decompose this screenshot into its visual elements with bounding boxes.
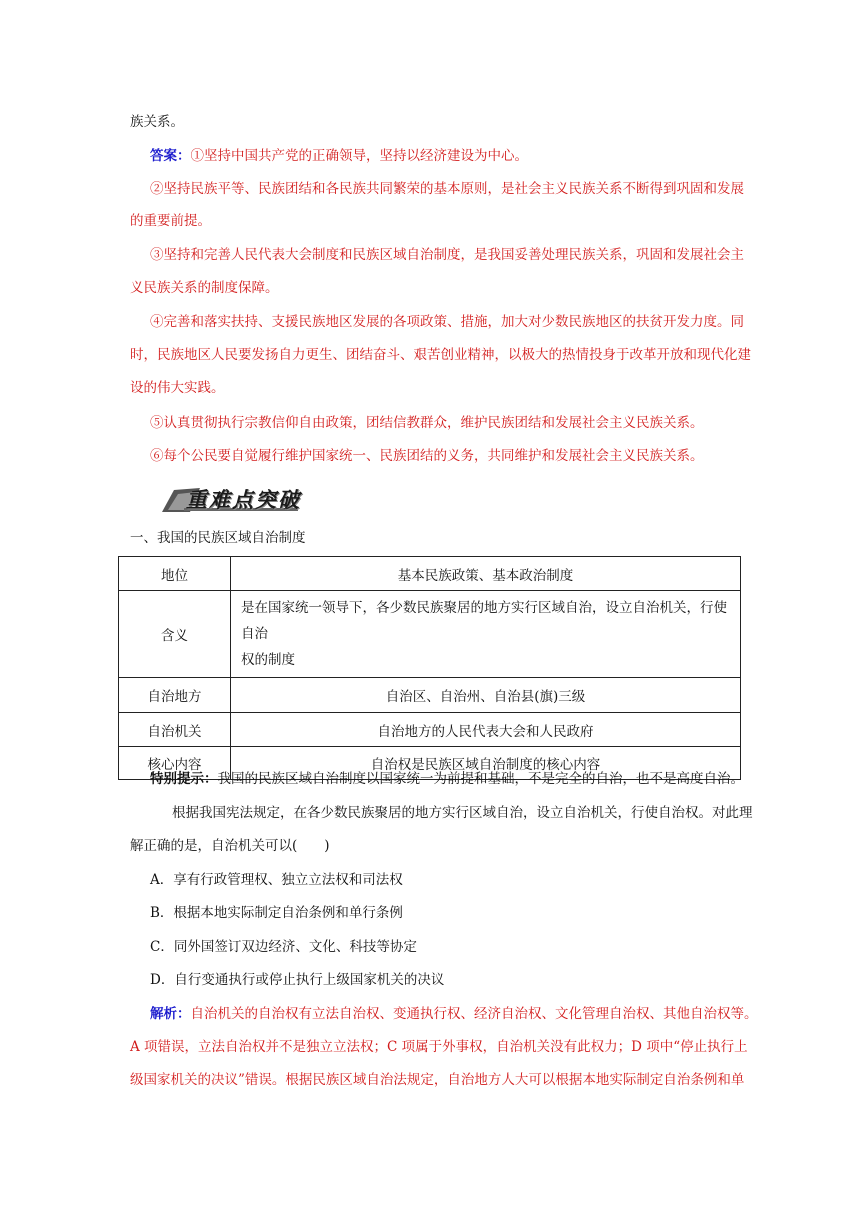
special-tip-text: 我国的民族区域自治制度以国家统一为前提和基础，不是完全的自治，也不是高度自治。	[217, 771, 744, 787]
special-tip-label: 特别提示：	[150, 771, 218, 787]
answer-point-6: ⑥每个公民要自觉履行维护国家统一、民族团结的义务，共同维护和发展社会主义民族关系。	[150, 448, 704, 464]
option-b: B．根据本地实际制定自治条例和单行条例	[150, 905, 403, 921]
answer-point-5: ⑤认真贯彻执行宗教信仰自由政策，团结信教群众，维护民族团结和发展社会主义民族关系。	[150, 415, 704, 431]
table-row	[119, 678, 741, 713]
answer-point-3-line-1: ③坚持和完善人民代表大会制度和民族区域自治制度，是我国妥善处理民族关系，巩固和发展社会主	[150, 247, 744, 263]
table-row	[119, 713, 741, 747]
analysis-line-3: 级国家机关的决议”错误。根据民族区域自治法规定，自治地方人大可以根据本地实际制定自治条例和单	[130, 1072, 745, 1088]
question-stem-line-1: 根据我国宪法规定，在各少数民族聚居的地方实行区域自治，设立自治机关，行使自治权。对此理	[172, 805, 753, 821]
analysis-text: 自治机关的自治权有立法自治权、变通执行权、经济自治权、文化管理自治权、其他自治权等。	[190, 1006, 758, 1022]
answer-point-3-line-2: 义民族关系的制度保障。	[130, 280, 279, 296]
option-c: C．同外国签订双边经济、文化、科技等协定	[150, 939, 417, 955]
answer-point-2-line-2: 的重要前提。	[130, 213, 211, 229]
option-a: A．享有行政管理权、独立立法权和司法权	[150, 872, 403, 888]
table-row-head: 自治地方	[119, 678, 231, 713]
section-banner-text: 重难点突破	[186, 487, 301, 512]
table-row-value: 基本民族政策、基本政治制度	[231, 557, 741, 591]
answer-point-4-line-3: 设的伟大实践。	[130, 380, 225, 396]
table-row-head: 自治机关	[119, 713, 231, 747]
answer-point-1: ①坚持中国共产党的正确领导，坚持以经济建设为中心。	[190, 148, 528, 164]
table-row-value: 自治地方的人民代表大会和人民政府	[231, 713, 741, 747]
special-tip	[150, 769, 750, 789]
answer-point-2-line-1: ②坚持民族平等、民族团结和各民族共同繁荣的基本原则，是社会主义民族关系不断得到巩固和发展	[150, 181, 744, 197]
analysis-first-line	[150, 1004, 758, 1024]
table-cell-line: 权的制度	[241, 652, 295, 668]
option-d: D．自行变通执行或停止执行上级国家机关的决议	[150, 972, 445, 988]
answer-label: 答案：	[150, 148, 191, 164]
autonomy-system-table	[118, 556, 741, 780]
continuation-text: 族关系。	[130, 114, 184, 130]
table-row-head: 核心内容	[119, 747, 231, 780]
table-row-head: 地位	[119, 557, 231, 591]
table-row	[119, 557, 741, 591]
table-row	[119, 591, 741, 678]
answer-point-4-line-1: ④完善和落实扶持、支援民族地区发展的各项政策、措施，加大对少数民族地区的扶贫开发力度。同	[150, 314, 744, 330]
analysis-line-2: A 项错误，立法自治权并不是独立立法权；C 项属于外事权，自治机关没有此权力；D 项中“停止执行上	[130, 1039, 748, 1055]
question-stem-line-2: 解正确的是，自治机关可以( )	[130, 838, 330, 854]
table-row-head: 含义	[119, 591, 231, 678]
table-row-value: 自治权是民族区域自治制度的核心内容	[231, 747, 741, 780]
table-row-value: 自治区、自治州、自治县(旗)三级	[231, 678, 741, 713]
answer-point-4-line-2: 时，民族地区人民要发扬自力更生、团结奋斗、艰苦创业精神，以极大的热情投身于改革开放和现代化建	[130, 347, 751, 363]
table-row-value	[231, 591, 741, 678]
section-title: 一、我国的民族区域自治制度	[130, 530, 306, 546]
analysis-label: 解析：	[150, 1006, 191, 1022]
answer-first-line	[150, 146, 750, 166]
table-cell-line: 是在国家统一领导下，各少数民族聚居的地方实行区域自治，设立自治机关，行使自治	[241, 600, 727, 642]
